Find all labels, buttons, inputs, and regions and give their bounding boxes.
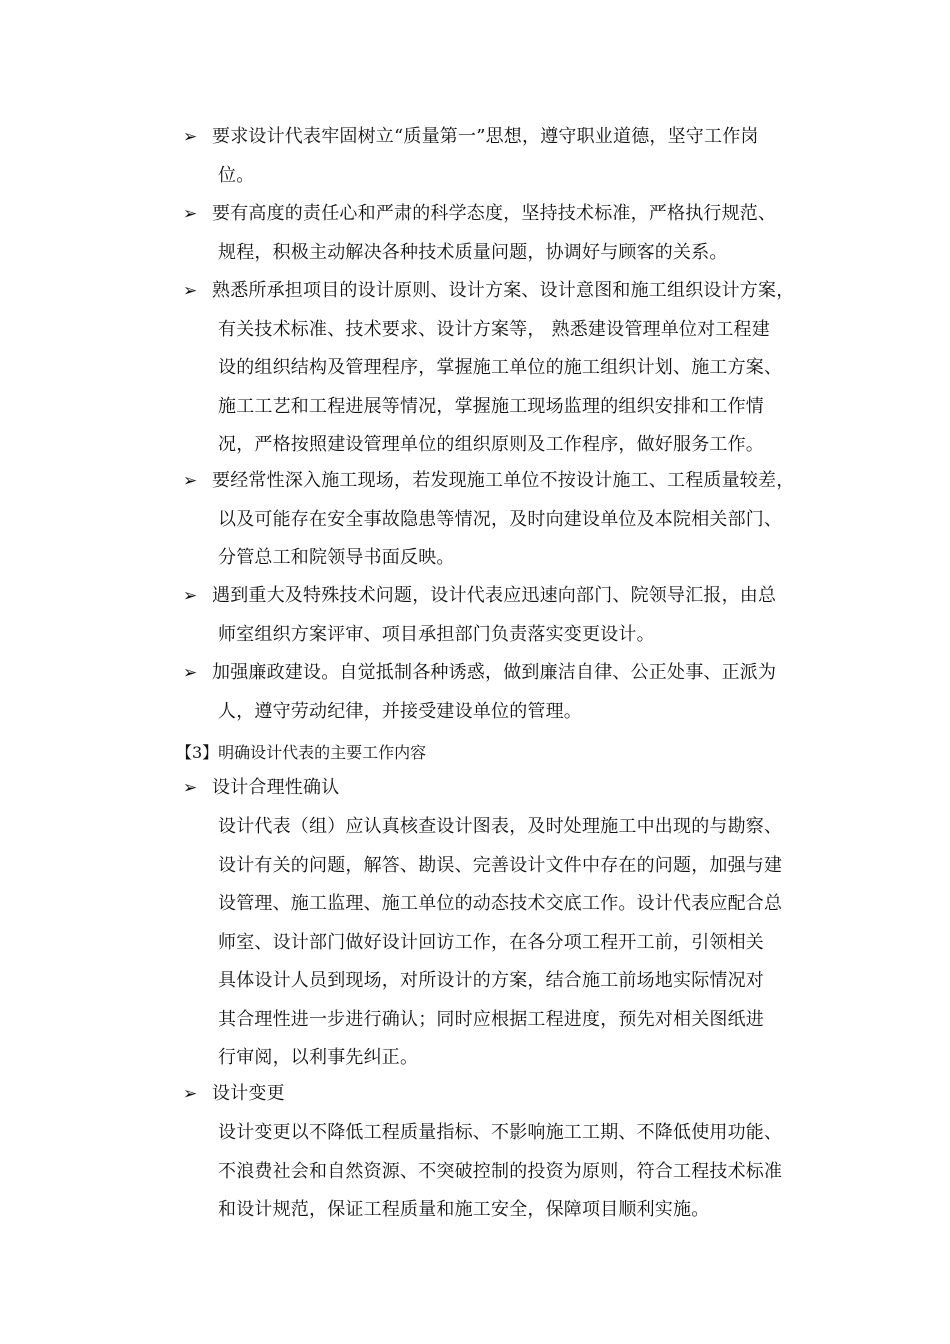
- subsection-title: [212, 1075, 812, 1114]
- list-item-text: [212, 195, 812, 272]
- arrow-bullet-icon: ➢: [183, 127, 198, 147]
- text-line: 设计有关的问题，解答、勘误、完善设计文件中存在的问题，加强与建: [218, 854, 783, 876]
- text-line: 行审阅，以利事先纠正。: [218, 1047, 419, 1068]
- subsection-paragraph: [218, 1114, 818, 1230]
- text-line: 和设计规范，保证工程质量和施工安全，保障项目顺利实施。: [218, 1199, 710, 1220]
- text-line: 师室组织方案评审、项目承担部门负责落实变更设计。: [218, 623, 655, 645]
- text-line: 熟悉所承担项目的设计原则、设计方案、设计意图和施工组织设计方案，: [212, 280, 795, 301]
- arrow-bullet-icon: ➢: [183, 281, 198, 301]
- arrow-bullet-icon: ➢: [183, 204, 198, 224]
- subsection-title: [212, 769, 812, 808]
- text-line: 设计变更以不降低工程质量指标、不影响施工工期、不降低使用功能、: [218, 1122, 783, 1143]
- text-line: 要有高度的责任心和严肃的科学态度，坚持技术标准，严格执行规范、: [212, 203, 777, 224]
- text-line: 设计合理性确认: [212, 777, 340, 798]
- text-line: 具体设计人员到现场，对所设计的方案，结合施工前场地实际情况对: [218, 970, 764, 991]
- text-line: 有关技术标准、技术要求、设计方案等， 熟悉建设管理单位对工程建: [218, 318, 770, 340]
- list-item-text: [212, 654, 812, 731]
- text-line: 不浪费社会和自然资源、不突破控制的投资为原则，符合工程技术标准: [218, 1160, 783, 1182]
- section-heading: 【3】明确设计代表的主要工作内容: [176, 743, 427, 762]
- text-line: 遇到重大及特殊技术问题，设计代表应迅速向部门、院领导汇报，由总: [212, 585, 777, 606]
- text-line: 设的组织结构及管理程序，掌握施工单位的施工组织计划、施工方案、: [218, 357, 783, 378]
- list-item-text: [212, 272, 812, 465]
- text-line: 设管理、施工监理、施工单位的动态技术交底工作。设计代表应配合总: [218, 893, 783, 914]
- arrow-bullet-icon: ➢: [183, 586, 198, 606]
- arrow-bullet-icon: ➢: [183, 1084, 198, 1104]
- list-item-text: [212, 118, 812, 195]
- text-line: 其合理性进一步进行确认；同时应根据工程进度，预先对相关图纸进: [218, 1008, 764, 1030]
- text-line: 师室、设计部门做好设计回访工作，在各分项工程开工前，引领相关: [218, 931, 764, 953]
- text-line: 设计代表（组）应认真核查设计图表，及时处理施工中出现的与勘察、: [218, 816, 783, 837]
- text-line: 施工工艺和工程进展等情况，掌握施工现场监理的组织安排和工作情: [218, 395, 764, 417]
- text-line: 要经常性深入施工现场，若发现施工单位不按设计施工、工程质量较差，: [212, 470, 795, 491]
- list-item-text: [212, 577, 812, 654]
- text-line: 设计变更: [212, 1083, 285, 1104]
- text-line: 规程，积极主动解决各种技术质量问题，协调好与顾客的关系。: [218, 241, 728, 263]
- arrow-bullet-icon: ➢: [183, 471, 198, 491]
- text-line: 要求设计代表牢固树立“质量第一”思想，遵守职业道德，坚守工作岗: [212, 126, 759, 147]
- text-line: 况，严格按照建设管理单位的组织原则及工作程序，做好服务工作。: [218, 434, 764, 455]
- text-line: 加强廉政建设。自觉抵制各种诱惑，做到廉洁自律、公正处事、正派为: [212, 662, 777, 683]
- text-line: 分管总工和院领导书面反映。: [218, 547, 455, 568]
- list-item-text: [212, 462, 812, 578]
- text-line: 以及可能存在安全事故隐患等情况，及时向建设单位及本院相关部门、: [218, 508, 783, 530]
- text-line: 位。: [218, 164, 255, 186]
- text-line: 人，遵守劳动纪律，并接受建设单位的管理。: [218, 700, 582, 722]
- arrow-bullet-icon: ➢: [183, 663, 198, 683]
- subsection-paragraph: [218, 808, 818, 1078]
- arrow-bullet-icon: ➢: [183, 778, 198, 798]
